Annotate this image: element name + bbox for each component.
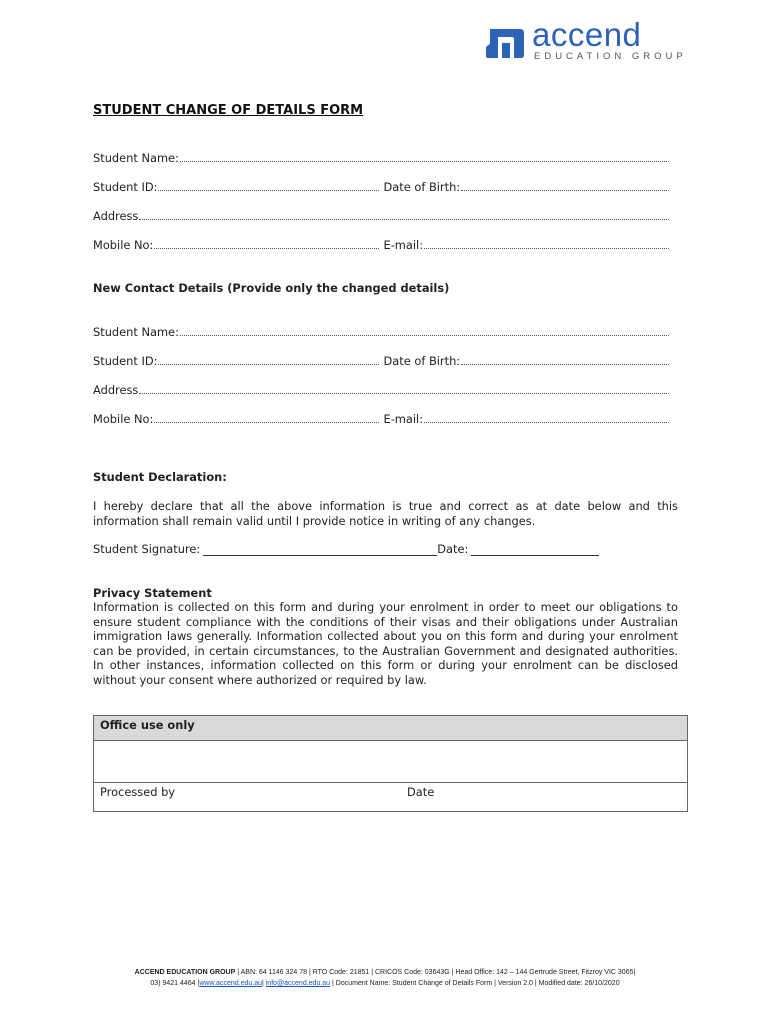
email-label: E-mail: xyxy=(383,238,424,252)
new-email-field[interactable] xyxy=(384,412,671,426)
address-line[interactable] xyxy=(139,209,669,223)
dob-line[interactable] xyxy=(461,180,669,194)
email-field[interactable] xyxy=(384,238,671,252)
new-student-id-line[interactable] xyxy=(158,354,378,368)
new-address-label: Address xyxy=(93,383,139,397)
new-dob-label: Date of Birth: xyxy=(383,354,461,368)
new-mobile-label: Mobile No: xyxy=(93,412,154,426)
new-student-name-label: Student Name: xyxy=(93,325,179,339)
footer-document-info: | Document Name: Student Change of Details Form | Version 2.0 | Modified date: 26/10/2020 xyxy=(330,980,620,987)
new-student-name-field[interactable] xyxy=(93,323,670,339)
new-student-id-dob-row xyxy=(93,352,670,368)
privacy-heading: Privacy Statement xyxy=(93,586,212,600)
page-footer xyxy=(60,967,710,989)
office-use-box xyxy=(93,715,688,812)
student-id-label: Student ID: xyxy=(93,180,158,194)
address-label: Address xyxy=(93,209,139,223)
footer-sep: | xyxy=(261,980,266,987)
accend-logo-icon xyxy=(484,25,528,61)
new-dob-field[interactable] xyxy=(384,354,671,368)
new-student-id-label: Student ID: xyxy=(93,354,158,368)
new-email-label: E-mail: xyxy=(383,412,424,426)
processed-by-label: Processed by xyxy=(100,785,176,799)
student-id-line[interactable] xyxy=(158,180,378,194)
signature-line[interactable] xyxy=(203,543,437,556)
new-address-line[interactable] xyxy=(139,383,669,397)
logo-subtitle: EDUCATION GROUP xyxy=(534,51,687,62)
logo-wordmark: accend xyxy=(532,16,642,53)
accend-logo xyxy=(484,16,687,64)
office-date-label: Date xyxy=(407,785,435,799)
office-use-heading: Office use only xyxy=(100,718,195,732)
mobile-email-row xyxy=(93,236,670,252)
declaration-text: I hereby declare that all the above information is true and correct as at date below and this information shall remain valid until I provide notice in writing of any changes. xyxy=(93,499,678,528)
footer-details: | ABN: 64 1146 324 78 | RTO Code: 21851 | CRICOS Code: 03643G | Head Office: 142 – 144 Gertrude Street, Fitzroy VIC 3065| xyxy=(235,969,636,976)
student-name-label: Student Name: xyxy=(93,151,179,165)
footer-line-2 xyxy=(60,978,710,989)
footer-line-1 xyxy=(60,967,710,978)
dob-field[interactable] xyxy=(384,180,671,194)
new-student-id-field[interactable] xyxy=(93,354,380,368)
new-mobile-email-row xyxy=(93,410,670,426)
new-dob-line[interactable] xyxy=(461,354,669,368)
new-details-heading: New Contact Details (Provide only the changed details) xyxy=(93,281,450,295)
email-line[interactable] xyxy=(424,238,669,252)
new-mobile-field[interactable] xyxy=(93,412,380,426)
privacy-text: Information is collected on this form and during your enrolment in order to meet our obligations to ensure student compliance with the conditions of their visas and their obligations under Australian immigration laws generally. Information collected about you on this form and during your enrolment can be provided, in certain circumstances, to the Australian Government and designated authorities. In other instances, information collected on this form or during your enrolment can be disclosed without your consent where authorized or required by law. xyxy=(93,600,678,687)
signature-row xyxy=(93,542,613,556)
student-id-field[interactable] xyxy=(93,180,380,194)
signature-date-line[interactable] xyxy=(471,543,599,556)
new-student-name-line[interactable] xyxy=(180,325,669,339)
footer-org: ACCEND EDUCATION GROUP xyxy=(134,969,236,976)
dob-label: Date of Birth: xyxy=(383,180,461,194)
website-link[interactable]: www.accend.edu.au xyxy=(199,980,262,987)
new-email-line[interactable] xyxy=(424,412,669,426)
signature-date-label: Date: xyxy=(437,542,469,556)
office-use-divider xyxy=(94,782,687,783)
office-use-header xyxy=(94,716,687,741)
new-mobile-line[interactable] xyxy=(154,412,378,426)
email-link[interactable]: info@accend.edu.au xyxy=(265,980,331,987)
form-title: STUDENT CHANGE OF DETAILS FORM xyxy=(93,103,364,118)
address-field[interactable] xyxy=(93,207,670,223)
student-name-field[interactable] xyxy=(93,149,670,165)
mobile-line[interactable] xyxy=(154,238,378,252)
mobile-label: Mobile No: xyxy=(93,238,154,252)
student-name-line[interactable] xyxy=(180,151,669,165)
mobile-field[interactable] xyxy=(93,238,380,252)
signature-label: Student Signature: xyxy=(93,542,201,556)
new-address-field[interactable] xyxy=(93,381,670,397)
student-id-dob-row xyxy=(93,178,670,194)
footer-phone: 03) 9421 4464 | xyxy=(150,980,200,987)
declaration-heading: Student Declaration: xyxy=(93,470,227,484)
